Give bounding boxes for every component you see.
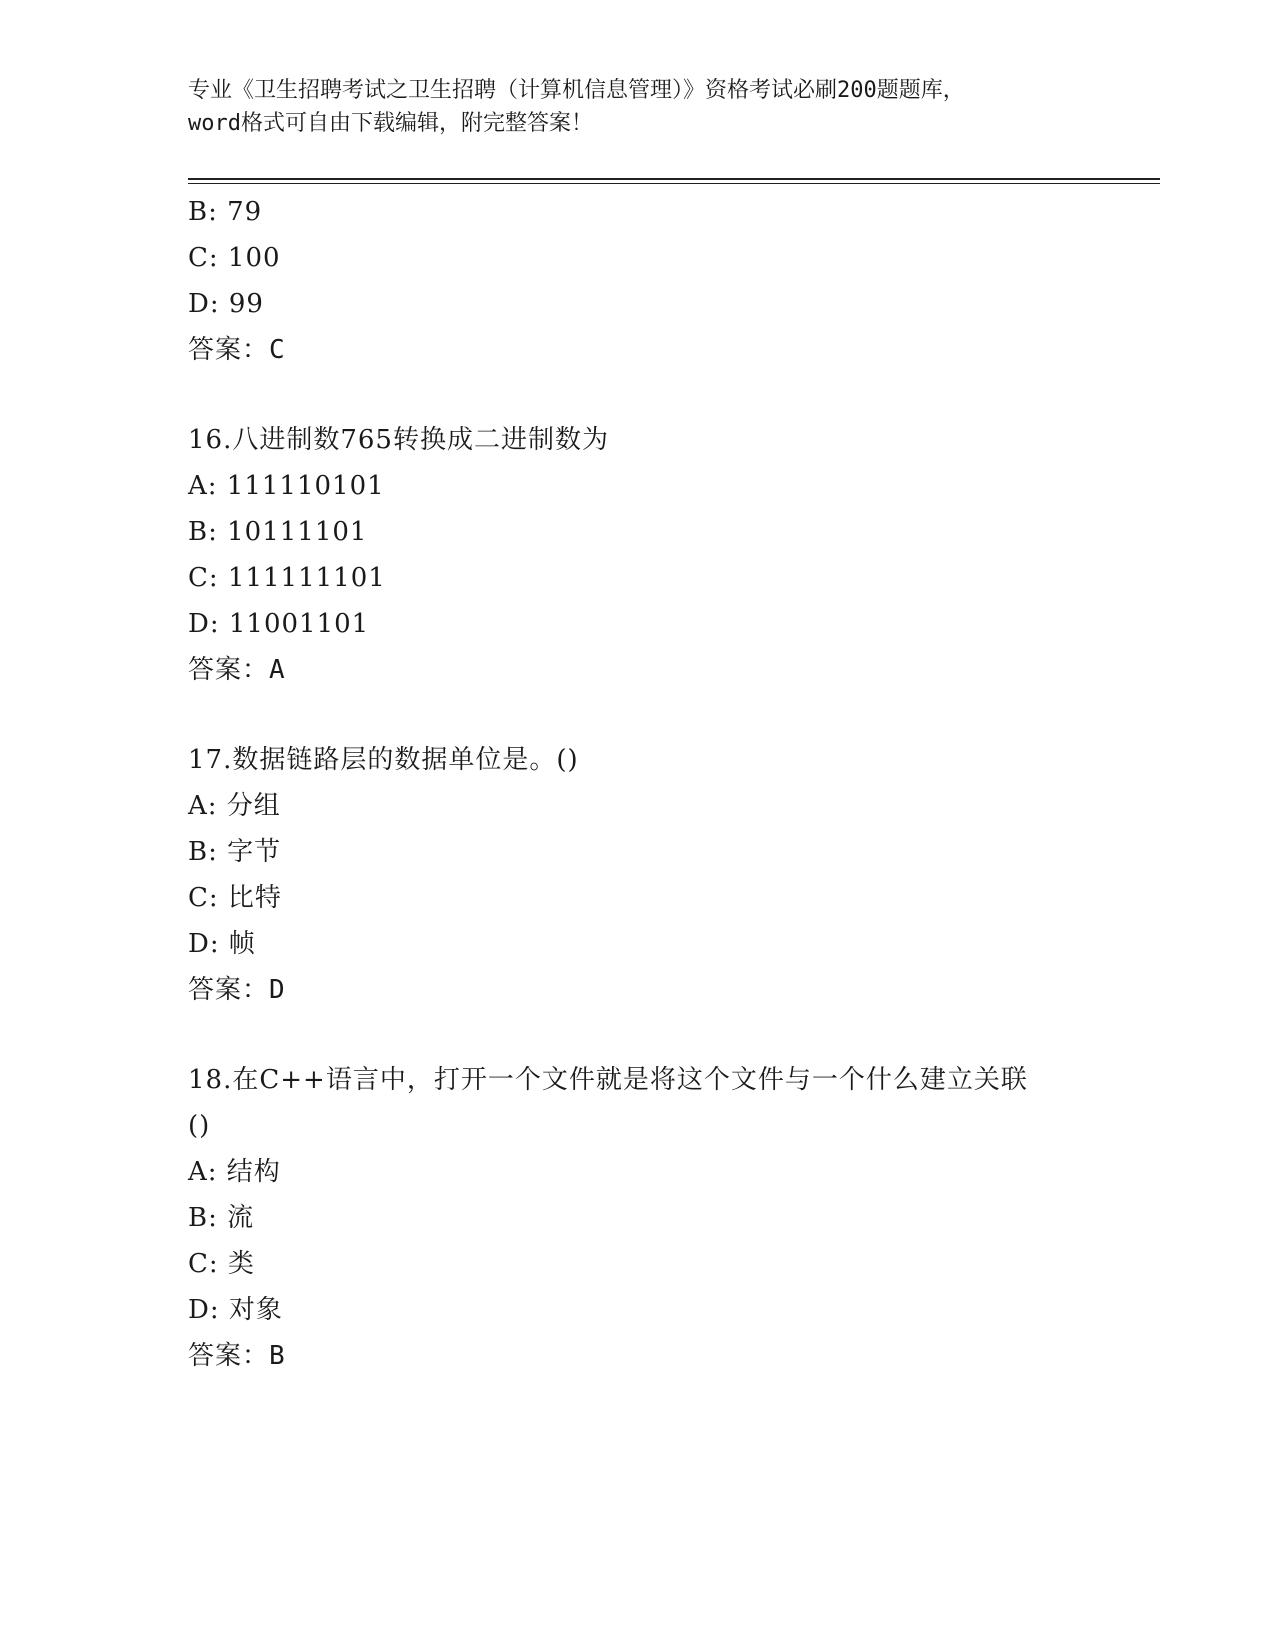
option-a: A: 分组 xyxy=(188,791,281,821)
question-list xyxy=(188,189,1148,1379)
option-d: D: 99 xyxy=(188,289,264,319)
option-d: D: 帧 xyxy=(188,929,256,959)
question-17 xyxy=(188,737,1148,1013)
option-b: B: 10111101 xyxy=(188,517,368,547)
option-c: C: 比特 xyxy=(188,883,282,913)
question-16 xyxy=(188,417,1148,693)
option-a: A: 结构 xyxy=(188,1157,281,1187)
option-c: C: 类 xyxy=(188,1249,255,1279)
option-d: D: 11001101 xyxy=(188,609,370,639)
option-b: B: 流 xyxy=(188,1203,255,1233)
header-rule-thick xyxy=(188,178,1160,180)
document-header xyxy=(188,74,1088,140)
question-title: 16.八进制数765转换成二进制数为 xyxy=(188,425,609,455)
option-a: A: 111110101 xyxy=(188,471,385,501)
question-title: 18.在C++语言中，打开一个文件就是将这个文件与一个什么建立关联 xyxy=(188,1065,1028,1095)
option-d: D: 对象 xyxy=(188,1295,283,1325)
answer-line: 答案：B xyxy=(188,1341,286,1371)
prev-question xyxy=(188,189,1148,373)
option-b: B: 79 xyxy=(188,197,263,227)
question-title-continuation: () xyxy=(188,1111,211,1141)
header-line-2: word格式可自由下载编辑，附完整答案！ xyxy=(188,111,593,136)
answer-line: 答案：A xyxy=(188,655,286,685)
option-c: C: 100 xyxy=(188,243,281,273)
option-b: B: 字节 xyxy=(188,837,282,867)
answer-line: 答案：C xyxy=(188,335,286,365)
header-rule-thin xyxy=(188,183,1160,184)
header-line-1: 专业《卫生招聘考试之卫生招聘（计算机信息管理）》资格考试必刷200题题库， xyxy=(188,78,965,103)
answer-line: 答案：D xyxy=(188,975,286,1005)
question-18 xyxy=(188,1057,1148,1379)
option-c: C: 111111101 xyxy=(188,563,386,593)
question-title: 17.数据链路层的数据单位是。() xyxy=(188,745,579,775)
